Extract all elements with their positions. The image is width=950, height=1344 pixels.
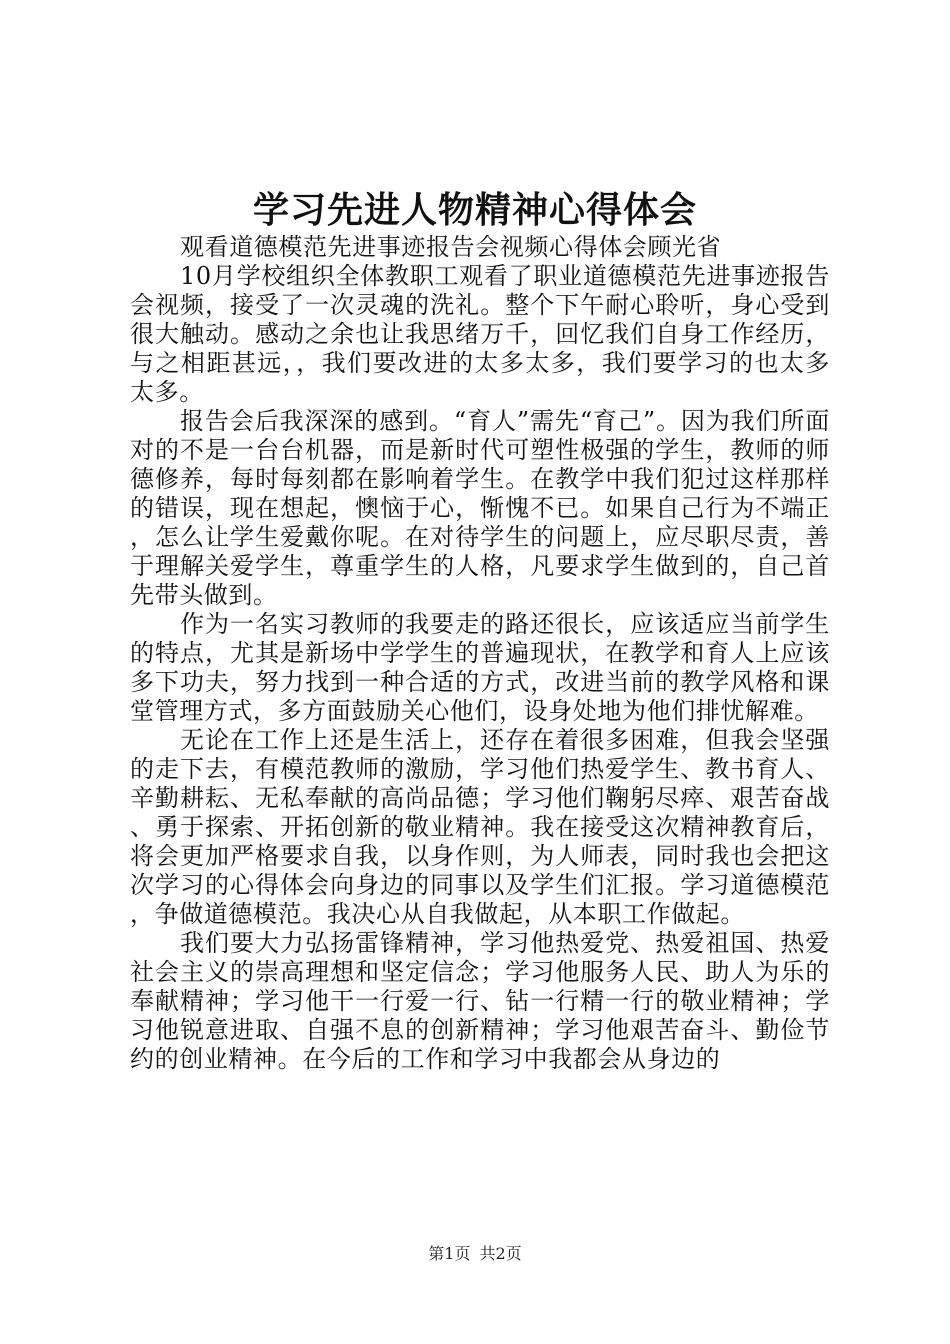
paragraph-5: 我们要大力弘扬雷锋精神，学习他热爱党、热爱祖国、热爱社会主义的崇高理想和坚定信念；学习他服务人民、助人为乐的奉献精神；学习他干一行爱一行、钻一行精一行的敬业精神；学习他锐意进取、自强不息的创新精神；学习他艰苦奋斗、勤俭节约的创业精神。在今后的工作和学习中我都会从身边的 — [130, 929, 830, 1073]
page-total: 共2页 — [479, 1244, 522, 1263]
document-body — [130, 233, 830, 1074]
page-footer — [0, 1243, 950, 1265]
paragraph-2: 报告会后我深深的感到。“育人”需先“育己”。因为我们所面对的不是一台台机器，而是新时代可塑性极强的学生，教师的师德修养，每时每刻都在影响着学生。在教学中我们犯过这样那样的错误，现在想起，懊恼于心，惭愧不已。如果自己行为不端正，怎么让学生爱戴你呢。在对待学生的问题上，应尽职尽责，善于理解关爱学生，尊重学生的人格，凡要求学生做到的，自己首先带头做到。 — [130, 407, 830, 609]
paragraph-4: 无论在工作上还是生活上，还存在着很多困难，但我会坚强的走下去，有模范教师的激励，学习他们热爱学生、教书育人、辛勤耕耘、无私奉献的高尚品德；学习他们鞠躬尽瘁、艰苦奋战、勇于探索、开拓创新的敬业精神。我在接受这次精神教育后，将会更加严格要求自我，以身作则，为人师表，同时我也会把这次学习的心得体会向身边的同事以及学生们汇报。学习道德模范，争做道德模范。我决心从自我做起，从本职工作做起。 — [130, 726, 830, 928]
document-title: 学习先进人物精神心得体会 — [252, 189, 697, 231]
paragraph-3: 作为一名实习教师的我要走的路还很长，应该适应当前学生的特点，尤其是新场中学学生的普遍现状，在教学和育人上应该多下功夫，努力找到一种合适的方式，改进当前的教学风格和课堂管理方式，多方面鼓励关心他们，设身处地为他们排忧解难。 — [130, 610, 830, 725]
page-number: 第1页 — [428, 1244, 471, 1263]
document-subtitle: 观看道德模范先进事迹报告会视频心得体会顾光省 — [180, 233, 722, 261]
paragraph-1: 10月学校组织全体教职工观看了职业道德模范先进事迹报告会视频，接受了一次灵魂的洗礼。整个下午耐心聆听，身心受到很大触动。感动之余也让我思绪万千，回忆我们自身工作经历，与之相距甚远，，我们要改进的太多太多，我们要学习的也太多太多。 — [130, 262, 830, 406]
